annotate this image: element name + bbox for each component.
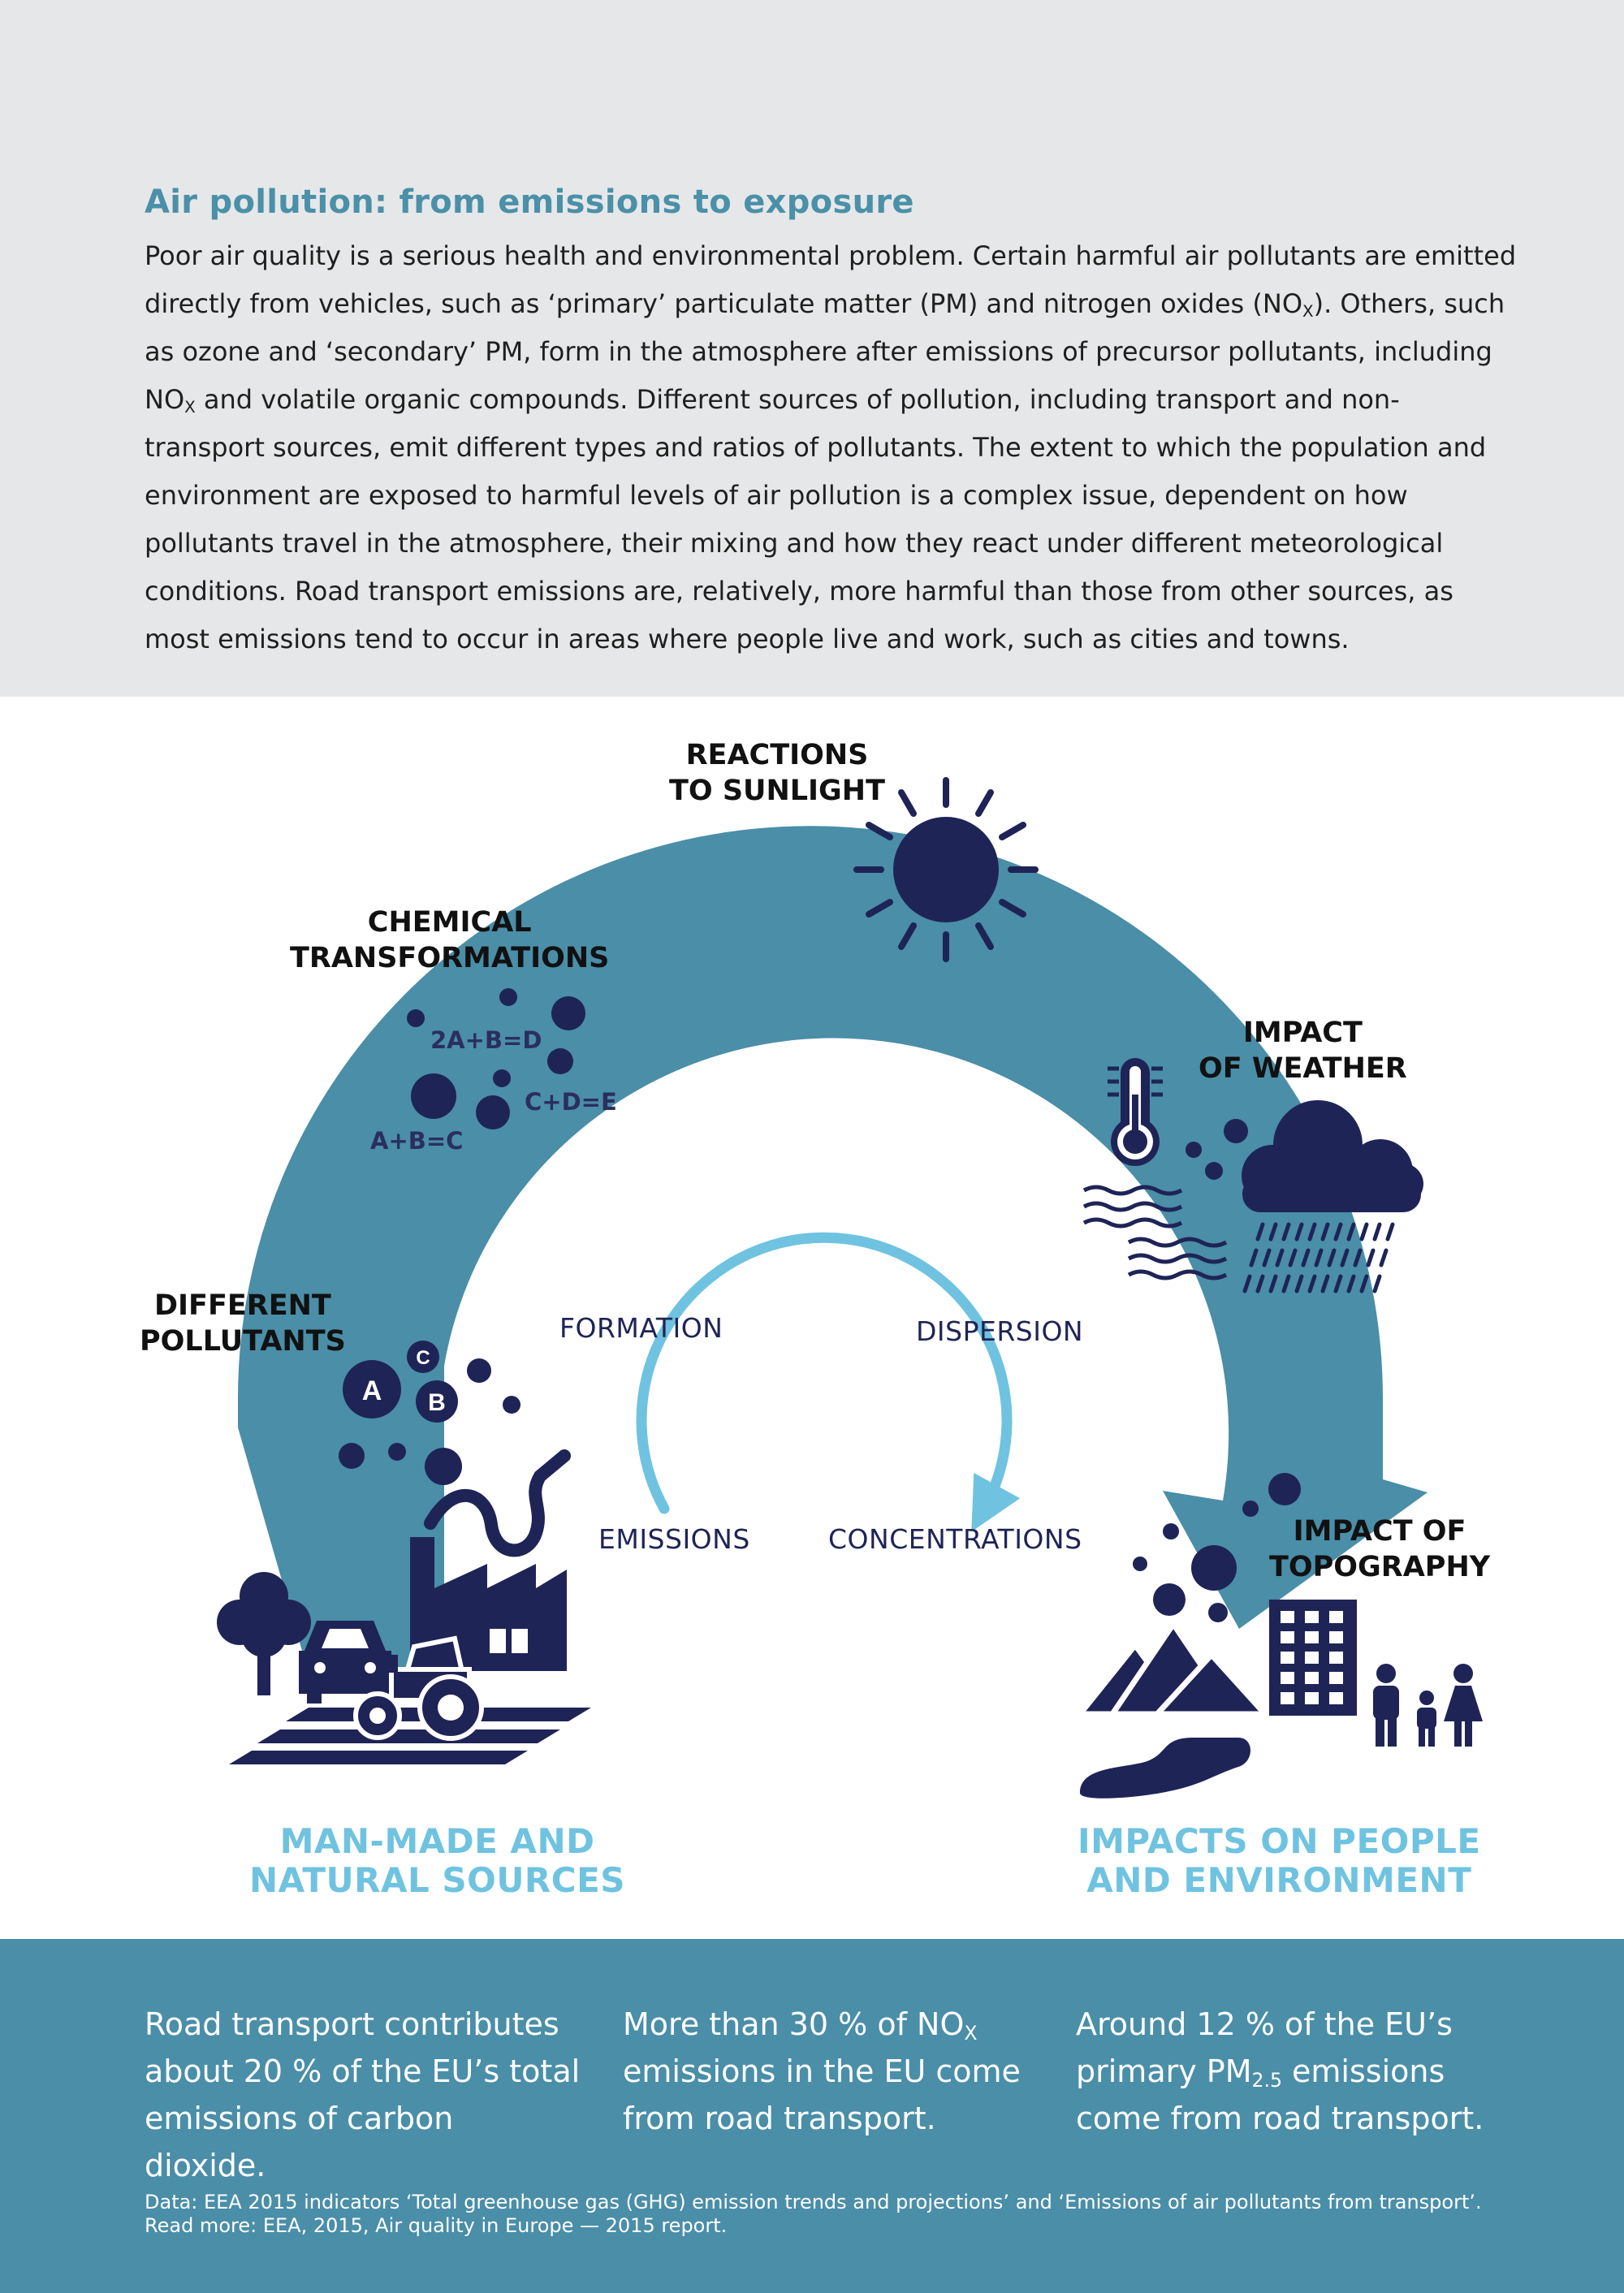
pollutant-letter-c: C — [416, 1347, 430, 1369]
facts-panel — [0, 1939, 1624, 2293]
building-window — [1305, 1652, 1319, 1664]
intro-subscript-1: X — [1302, 301, 1314, 321]
rain-drop — [1368, 1250, 1373, 1265]
fact-subscript: 2.5 — [1251, 2068, 1282, 2092]
building-window — [1329, 1611, 1343, 1623]
building-window — [1281, 1631, 1294, 1643]
building-window — [1305, 1692, 1319, 1704]
fact-text: emissions come from road transport. — [1076, 2053, 1484, 2136]
cycle-concentrations: CONCENTRATIONS — [828, 1523, 1082, 1555]
label-chemical-transformations — [290, 905, 609, 976]
mountain-icon — [1080, 1624, 1265, 1714]
car-icon — [299, 1621, 391, 1704]
building-window — [1329, 1672, 1343, 1684]
cycle-dispersion: DISPERSION — [916, 1315, 1084, 1347]
intro-panel — [0, 0, 1624, 697]
source-line-1: Data: EEA 2015 indicators ‘Total greenhouse gas (GHG) emission trends and projections’ and ‘Emissions of air pollutants from transport’. — [145, 2191, 1482, 2213]
building-window — [1281, 1652, 1294, 1664]
rain-drop — [1362, 1224, 1367, 1239]
cycle-formation: FORMATION — [559, 1312, 723, 1344]
pollutant-letter-a: A — [361, 1375, 382, 1406]
label-man-made-sources — [249, 1822, 625, 1900]
cycle-arrow — [641, 1237, 1007, 1509]
water-icon — [1080, 1738, 1250, 1799]
fact-text: emissions in the EU come from road transport. — [623, 2053, 1021, 2136]
page-title: Air pollution: from emissions to exposure — [145, 184, 914, 221]
label-impact-of-weather — [1199, 1015, 1407, 1086]
source-note — [145, 2191, 1482, 2238]
rain-drop — [1375, 1224, 1380, 1239]
field-icon — [229, 1708, 591, 1764]
label-impact-of-topography — [1269, 1514, 1490, 1585]
intro-text-1: Poor air quality is a serious health and environmental problem. Certain harmful air pollutants are emitted directly from vehicles, such as ‘primary’ particulate matter (PM) and nitrogen oxides (NO — [145, 240, 1517, 319]
label-line: IMPACTS ON PEOPLE — [1078, 1821, 1481, 1861]
building-window — [1305, 1672, 1319, 1684]
source-line-2: Read more: EEA, 2015, Air quality in Europe — 2015 report. — [145, 2214, 728, 2237]
fact-nox — [623, 2001, 1029, 2142]
label-line: POLLUTANTS — [140, 1325, 346, 1358]
pollution-diagram — [0, 697, 1624, 1939]
label-line: MAN-MADE AND — [279, 1821, 595, 1861]
fact-text: More than 30 % of NO — [623, 2006, 965, 2042]
label-impacts-on-people — [1078, 1822, 1481, 1900]
intro-text-3: and volatile organic compounds. Different sources of pollution, including transport and non-transport sources, emit different types and ratios of pollutants. The extent to which the population and environment are exposed to harmful levels of air pollution is a complex issue, dependent on how pollutants travel in the atmosphere, their mixing and how they react under different meteorological conditions. Road transport emissions are, relatively, more harmful than those from other sources, as most emissions tend to occur in areas where people live and work, such as cities and towns. — [145, 384, 1487, 654]
cycle-emissions: EMISSIONS — [598, 1523, 750, 1555]
label-line: TO SUNLIGHT — [669, 775, 885, 807]
equation-2a-b-d: 2A+B=D — [430, 1026, 542, 1054]
rain-drop — [1388, 1224, 1393, 1239]
label-line: OF WEATHER — [1199, 1052, 1407, 1085]
label-line: TRANSFORMATIONS — [290, 942, 610, 974]
intro-paragraph — [145, 232, 1517, 663]
equation-a-b-c: A+B=C — [370, 1127, 464, 1155]
label-line: IMPACT OF — [1293, 1515, 1466, 1548]
fact-text: Road transport contributes about 20 % of the EU’s total emissions of carbon dioxide. — [145, 2006, 581, 2183]
label-line: NATURAL SOURCES — [249, 1860, 626, 1900]
family-icon — [1373, 1664, 1483, 1747]
building-window — [1329, 1631, 1343, 1643]
building-window — [1281, 1692, 1294, 1704]
intro-subscript-2: X — [184, 397, 196, 417]
label-line: REACTIONS — [685, 739, 869, 771]
fact-subscript: X — [964, 2021, 978, 2045]
label-reactions-to-sunlight — [669, 737, 885, 809]
label-line: DIFFERENT — [153, 1289, 331, 1322]
label-line: AND ENVIRONMENT — [1086, 1860, 1472, 1900]
fact-text: Around 12 % of the EU’s primary PM — [1076, 2006, 1453, 2089]
label-line: CHEMICAL — [367, 906, 532, 939]
pollutant-letter-b: B — [428, 1389, 446, 1416]
building-window — [1305, 1611, 1319, 1623]
building-window — [1329, 1652, 1343, 1664]
building-window — [1281, 1611, 1294, 1623]
label-line: TOPOGRAPHY — [1269, 1551, 1491, 1583]
label-different-pollutants — [140, 1288, 346, 1359]
building-window — [1305, 1631, 1319, 1643]
intro-text-2: ). Others, such as ozone and ‘secondary’ PM, form in the atmosphere after emissions of precursor pollutants, including NO — [145, 288, 1505, 415]
equation-c-d-e: C+D=E — [525, 1088, 617, 1116]
rain-drop — [1381, 1250, 1386, 1265]
fact-pm25 — [1076, 2001, 1498, 2142]
building-window — [1281, 1672, 1294, 1684]
label-line: IMPACT — [1242, 1017, 1363, 1049]
rain-drop — [1375, 1276, 1380, 1291]
fact-co2 — [145, 2001, 583, 2189]
building-window — [1329, 1692, 1343, 1704]
